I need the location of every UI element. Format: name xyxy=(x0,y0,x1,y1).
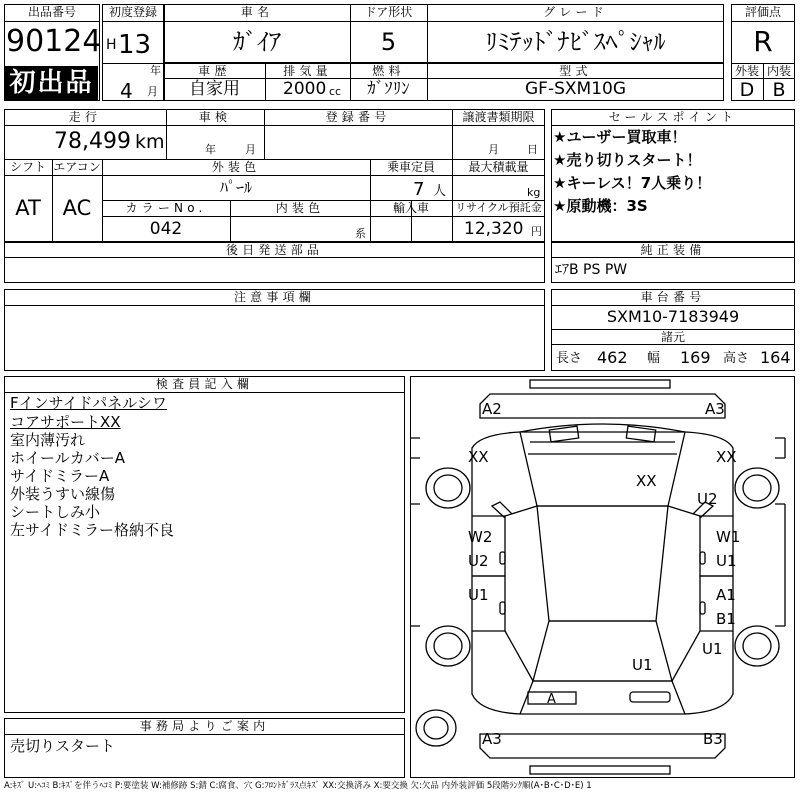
reg-number-header: 登録番号 xyxy=(325,110,391,124)
interior-header: 内装 xyxy=(766,64,791,78)
mark-front-right: A3 xyxy=(705,400,725,418)
mark-right-rear-door-2: B1 xyxy=(716,610,736,628)
car-name-header: 車名 xyxy=(240,5,274,19)
mark-rear-left: A3 xyxy=(482,730,502,748)
mileage-value: 78,499 xyxy=(54,129,131,154)
recycle-value: 12,320 xyxy=(464,219,524,239)
score-header: 評価点 xyxy=(744,5,781,19)
footer-legend: A:ｷｽﾞ U:ﾍｺﾐ B:ｷｽﾞを伴うﾍｺﾐ P:要塗装 W:補修跡 S:錆 C:腐食、穴 G:ﾌﾛﾝﾄｶﾞﾗｽ点ｷｽﾞ XX:交換済み X:要交換 欠:欠品 内外装評価 5段階ﾗﾝｸ順(A･B･C･D･E) 1 xyxy=(4,781,592,791)
height-label: 高さ xyxy=(723,351,750,366)
inspection-month-unit: 月 xyxy=(245,143,256,156)
chassis-number-header: 車台番号 xyxy=(640,290,706,304)
sales-point: ★キーレス！7人乗り！ xyxy=(553,174,712,192)
shift-value: AT xyxy=(15,196,41,220)
capacity-header: 乗車定員 xyxy=(386,160,435,174)
chassis-number-value: SXM10-7183949 xyxy=(606,307,740,326)
mark-right-front-side: U2 xyxy=(697,490,718,508)
fuel-value: ｶﾞｿﾘﾝ xyxy=(367,79,410,99)
sales-point: ★原動機：3S xyxy=(553,197,648,215)
office-notice-header: 事務局よりご案内 xyxy=(139,719,270,733)
sales-point: ★ユーザー買取車！ xyxy=(553,128,687,146)
transfer-deadline-header: 譲渡書類期限 xyxy=(462,110,535,124)
capacity-value: 7 xyxy=(413,179,425,200)
door-count: 5 xyxy=(380,28,397,56)
recycle-unit: 円 xyxy=(531,225,542,238)
mark-right-front-door-2: U1 xyxy=(716,552,737,570)
history-header: 車歴 xyxy=(198,64,231,78)
mark-rear-glass-area: U1 xyxy=(632,656,653,674)
grade-value: ﾘﾐﾃｯﾄﾞﾅﾋﾞｽﾍﾟｼｬﾙ xyxy=(485,28,666,56)
int-color-header: 内装色 xyxy=(275,201,325,215)
exterior-grade: D xyxy=(739,79,755,101)
capacity-unit: 人 xyxy=(433,184,447,199)
reg-month: 4 xyxy=(120,79,133,103)
length-value: 462 xyxy=(597,348,628,367)
mark-right-quarter: U1 xyxy=(702,640,723,658)
length-label: 長さ xyxy=(556,351,583,366)
inspection-header: 車検 xyxy=(198,110,232,124)
era: H xyxy=(106,37,117,53)
year-unit: 年 xyxy=(150,64,161,77)
mark-left-front-door-2: U2 xyxy=(468,552,489,570)
import-header: 輸入車 xyxy=(392,201,429,215)
later-parts-header: 後日発送部品 xyxy=(225,243,324,257)
notes-header: 注意事項欄 xyxy=(233,290,315,304)
car-name: ｶﾞｲｱ xyxy=(233,28,281,56)
aircon-header: エアコン xyxy=(53,160,101,174)
inspector-note: Fインサイドパネルシワ xyxy=(10,394,167,412)
width-value: 169 xyxy=(680,348,711,367)
inspector-note: サイドミラーA xyxy=(10,467,110,485)
car-damage-diagram xyxy=(410,376,795,778)
inspector-note: コアサポートXX xyxy=(10,413,121,431)
mileage-unit: km xyxy=(135,131,165,153)
first-reg-header: 初度登録 xyxy=(108,5,157,19)
sales-point: ★売り切りスタート！ xyxy=(553,151,702,169)
interior-grade: B xyxy=(772,79,786,101)
inspection-year-unit: 年 xyxy=(205,143,216,156)
inspector-note: 左サイドミラー格納不良 xyxy=(10,521,174,539)
mark-hood-area: XX xyxy=(636,472,657,490)
mark-front-left: A2 xyxy=(482,400,502,418)
mark-rear-right: B3 xyxy=(703,730,723,748)
mark-right-rear-door: A1 xyxy=(716,586,736,604)
first-listing-badge: 初出品 xyxy=(5,66,98,100)
width-label: 幅 xyxy=(647,351,661,366)
int-color-unit: 系 xyxy=(355,227,366,240)
load-unit: kg xyxy=(527,186,541,199)
score-value: R xyxy=(753,25,773,58)
max-load-header: 最大積載量 xyxy=(468,160,529,174)
transfer-day-unit: 日 xyxy=(527,143,538,156)
shift-header: シフト xyxy=(9,160,46,174)
displacement-value: 2000 xyxy=(283,79,327,99)
model-code-value: GF-SXM10G xyxy=(525,79,626,99)
inspector-note: 外装うすい線傷 xyxy=(10,485,116,503)
displacement-unit: cc xyxy=(329,85,342,98)
grade-header: グレード xyxy=(543,5,608,19)
transfer-month-unit: 月 xyxy=(488,143,499,156)
aircon-value: AC xyxy=(62,196,92,220)
recycle-header: リサイクル預託金 xyxy=(455,201,542,214)
month-unit: 月 xyxy=(147,85,158,98)
door-type-header: ドア形状 xyxy=(364,5,413,19)
inspector-note: シートしみ小 xyxy=(10,503,101,521)
mark-right-front-door: W1 xyxy=(716,528,741,546)
mark-left-front-door: W2 xyxy=(468,528,493,546)
mark-left-rear-door: U1 xyxy=(468,586,489,604)
mark-right-fender: XX xyxy=(716,448,737,466)
displacement-header: 排気量 xyxy=(283,64,332,78)
ext-color-header: 外装色 xyxy=(211,160,261,174)
color-no-header: カラーNo. xyxy=(125,201,207,215)
office-notice-value: 売切りスタート xyxy=(10,737,116,755)
history-value: 自家用 xyxy=(189,79,240,99)
exterior-header: 外装 xyxy=(734,64,759,78)
lot-number-header: 出品番号 xyxy=(27,5,76,19)
reg-year: 13 xyxy=(118,30,152,60)
inspector-note: ホイールカバーA xyxy=(10,449,125,467)
ext-color-value: ﾊﾟｰﾙ xyxy=(219,178,252,197)
standard-equipment-header: 純正装備 xyxy=(640,243,706,257)
model-code-header: 型式 xyxy=(559,64,592,78)
mileage-header: 走行 xyxy=(68,110,102,124)
standard-equipment-value: ｴｱB PS PW xyxy=(555,262,628,278)
sales-points-header: セールスポイント xyxy=(608,110,738,124)
inspector-note: 室内薄汚れ xyxy=(10,431,86,449)
inspector-notes-header: 検査員記入欄 xyxy=(155,377,254,391)
lot-number: 90124 xyxy=(6,24,102,59)
mark-rear-bumper-box: A xyxy=(547,692,556,707)
mark-left-fender: XX xyxy=(468,448,489,466)
color-no-value: 042 xyxy=(149,219,183,239)
fuel-header: 燃料 xyxy=(372,64,405,78)
dimensions-header: 諸元 xyxy=(660,330,685,344)
height-value: 164 xyxy=(760,348,791,367)
